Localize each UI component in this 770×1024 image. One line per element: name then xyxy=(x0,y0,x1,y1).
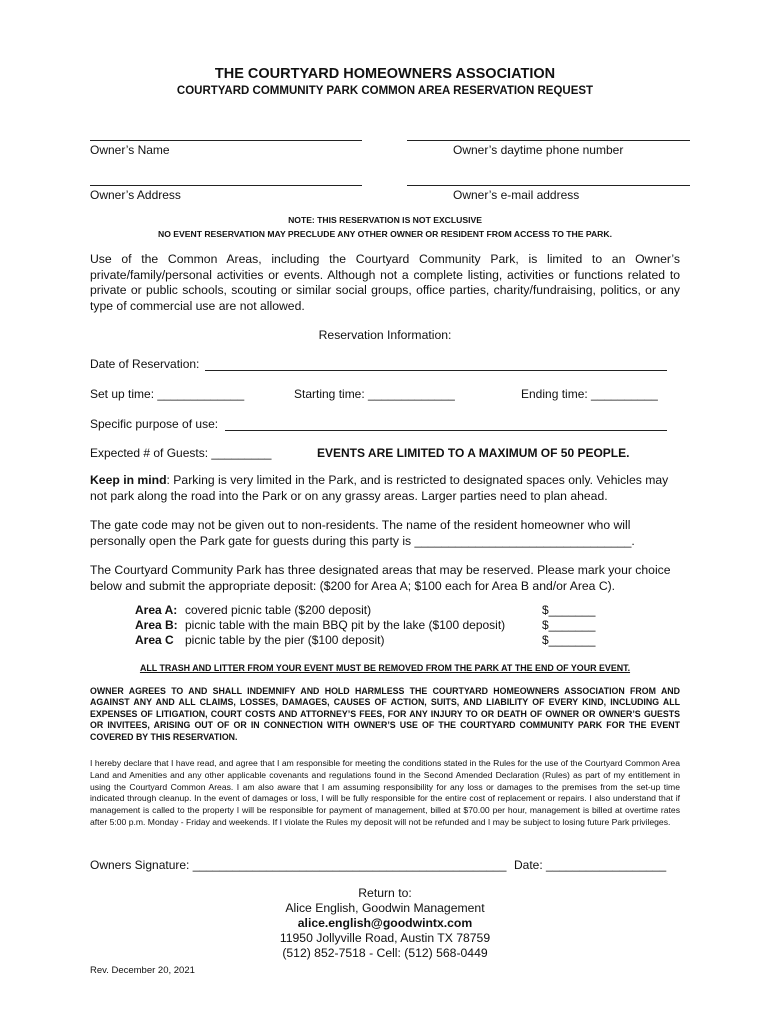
specific-purpose-label: Specific purpose of use: xyxy=(90,417,219,431)
indemnity-clause: OWNER AGREES TO AND SHALL INDEMNIFY AND HOLD HARMLESS THE COURTYARD HOMEOWNERS ASSOCIATION FROM AND AGAINST ANY AND ALL CLAIMS, LOSSES, DAMAGES, CAUSES OF ACTION, SUITS, AND LIABILITY OF EVERY KIND, INCLUDING ALL EXPENSES OF LITIGATION, COURT COSTS AND ATTORNEY’S FEES, FOR ANY INJURY TO OR DEATH OF OWNER OR OWNER’S GUESTS OR INVITEES, ARISING OUT OF OR IN CONNECTION WITH OWNER’S USE OF THE COURTYARD COMMUNITY PARK FOR THE EVENT COVERED BY THIS RESERVATION. xyxy=(90,686,680,742)
date-of-reservation-line[interactable] xyxy=(205,370,667,371)
area-c-amount[interactable]: $_______ xyxy=(542,633,596,647)
return-to-email[interactable]: alice.english@goodwintx.com xyxy=(297,916,473,930)
note-line-1: NOTE: THIS RESERVATION IS NOT EXCLUSIVE xyxy=(288,215,482,225)
trash-notice: ALL TRASH AND LITTER FROM YOUR EVENT MUST BE REMOVED FROM THE PARK AT THE END OF YOUR EVENT. xyxy=(139,663,631,673)
return-to-phones: (512) 852-7518 - Cell: (512) 568-0449 xyxy=(282,946,488,960)
declaration-paragraph: I hereby declare that I have read, and agree that I am responsible for meeting the conditions stated in the Rules for the use of the Courtyard Common Area Land and Amenities and any other applicable covenants and regulations found in the Second Amended Declaration (Rules) as part of my entitlement in using the Courtyard Common Areas. I am also aware that I am assuming responsibility for any loss or damages to the premises from the set-up time indicated through cleanup. In the event of damages or loss, I will be fully responsible for the entire cost of replacement or repairs. I also understand that if management is called to the property I will be responsible for payment of management, billed at $70.00 per hour, management is billed at overtime rates after 5:00 p.m. Monday - Friday and weekends. If I violate the Rules my deposit will not be refunded and I may be subject to losing future Park privileges. xyxy=(90,758,680,827)
area-a-name: Area A: xyxy=(135,603,178,617)
ending-time-field[interactable]: Ending time: __________ xyxy=(521,387,658,401)
area-c-name: Area C xyxy=(135,633,174,647)
document-subtitle: COURTYARD COMMUNITY PARK COMMON AREA RESERVATION REQUEST xyxy=(176,85,594,97)
owner-signature-field[interactable]: Owners Signature: _______________________________________________ xyxy=(90,858,507,872)
keep-in-mind-text: : Parking is very limited in the Park, and is restricted to designated spaces only. Vehicles may not park along the road into the Park or on any grassy areas. Larger parties need to plan ahead. xyxy=(90,473,669,503)
date-of-reservation-label: Date of Reservation: xyxy=(90,357,200,371)
guest-limit-notice: EVENTS ARE LIMITED TO A MAXIMUM OF 50 PEOPLE. xyxy=(317,446,630,460)
use-paragraph: Use of the Common Areas, including the Courtyard Community Park, is limited to an Owner’s private/family/personal activities or events. Although not a complete listing, activities or functions related to private or public schools, scouting or similar social groups, office parties, charity/fundraising, politics, or any type of commercial use are not allowed. xyxy=(90,252,680,313)
area-b-desc: picnic table with the main BBQ pit by the lake ($100 deposit) xyxy=(185,618,506,632)
signature-date-field[interactable]: Date: __________________ xyxy=(514,858,667,872)
setup-time-field[interactable]: Set up time: _____________ xyxy=(90,387,245,401)
owner-email-label: Owner’s e-mail address xyxy=(453,188,580,202)
document-title: THE COURTYARD HOMEOWNERS ASSOCIATION xyxy=(214,66,556,82)
owner-email-line[interactable] xyxy=(407,185,690,186)
area-c-desc: picnic table by the pier ($100 deposit) xyxy=(185,633,385,647)
owner-phone-line[interactable] xyxy=(407,140,690,141)
return-to-name: Alice English, Goodwin Management xyxy=(285,901,485,915)
reservation-heading: Reservation Information: xyxy=(318,328,452,342)
gate-code-paragraph: The gate code may not be given out to non-residents. The name of the resident homeowner who will personally open the Park gate for guests during this party is ________________________________. xyxy=(90,518,635,548)
specific-purpose-line[interactable] xyxy=(225,430,667,431)
owner-phone-label: Owner’s daytime phone number xyxy=(453,143,624,157)
note-line-2: NO EVENT RESERVATION MAY PRECLUDE ANY OTHER OWNER OR RESIDENT FROM ACCESS TO THE PARK. xyxy=(158,229,612,239)
revision-date: Rev. December 20, 2021 xyxy=(90,965,195,976)
return-to-heading: Return to: xyxy=(358,886,412,900)
owner-address-line[interactable] xyxy=(90,185,362,186)
areas-intro-paragraph: The Courtyard Community Park has three designated areas that may be reserved. Please mark your choice below and submit the appropriate deposit: ($200 for Area A; $100 each for Area B and/or Area C). xyxy=(90,563,671,593)
starting-time-field[interactable]: Starting time: _____________ xyxy=(294,387,455,401)
keep-in-mind-label: Keep in mind xyxy=(90,473,167,487)
area-b-name: Area B: xyxy=(135,618,178,632)
owner-name-label: Owner’s Name xyxy=(90,143,170,157)
expected-guests-field[interactable]: Expected # of Guests: _________ xyxy=(90,446,272,460)
return-to-address: 11950 Jollyville Road, Austin TX 78759 xyxy=(279,931,491,945)
area-b-amount[interactable]: $_______ xyxy=(542,618,596,632)
area-a-desc: covered picnic table ($200 deposit) xyxy=(185,603,372,617)
keep-in-mind-paragraph xyxy=(90,473,680,504)
owner-address-label: Owner’s Address xyxy=(90,188,181,202)
area-a-amount[interactable]: $_______ xyxy=(542,603,596,617)
owner-name-line[interactable] xyxy=(90,140,362,141)
